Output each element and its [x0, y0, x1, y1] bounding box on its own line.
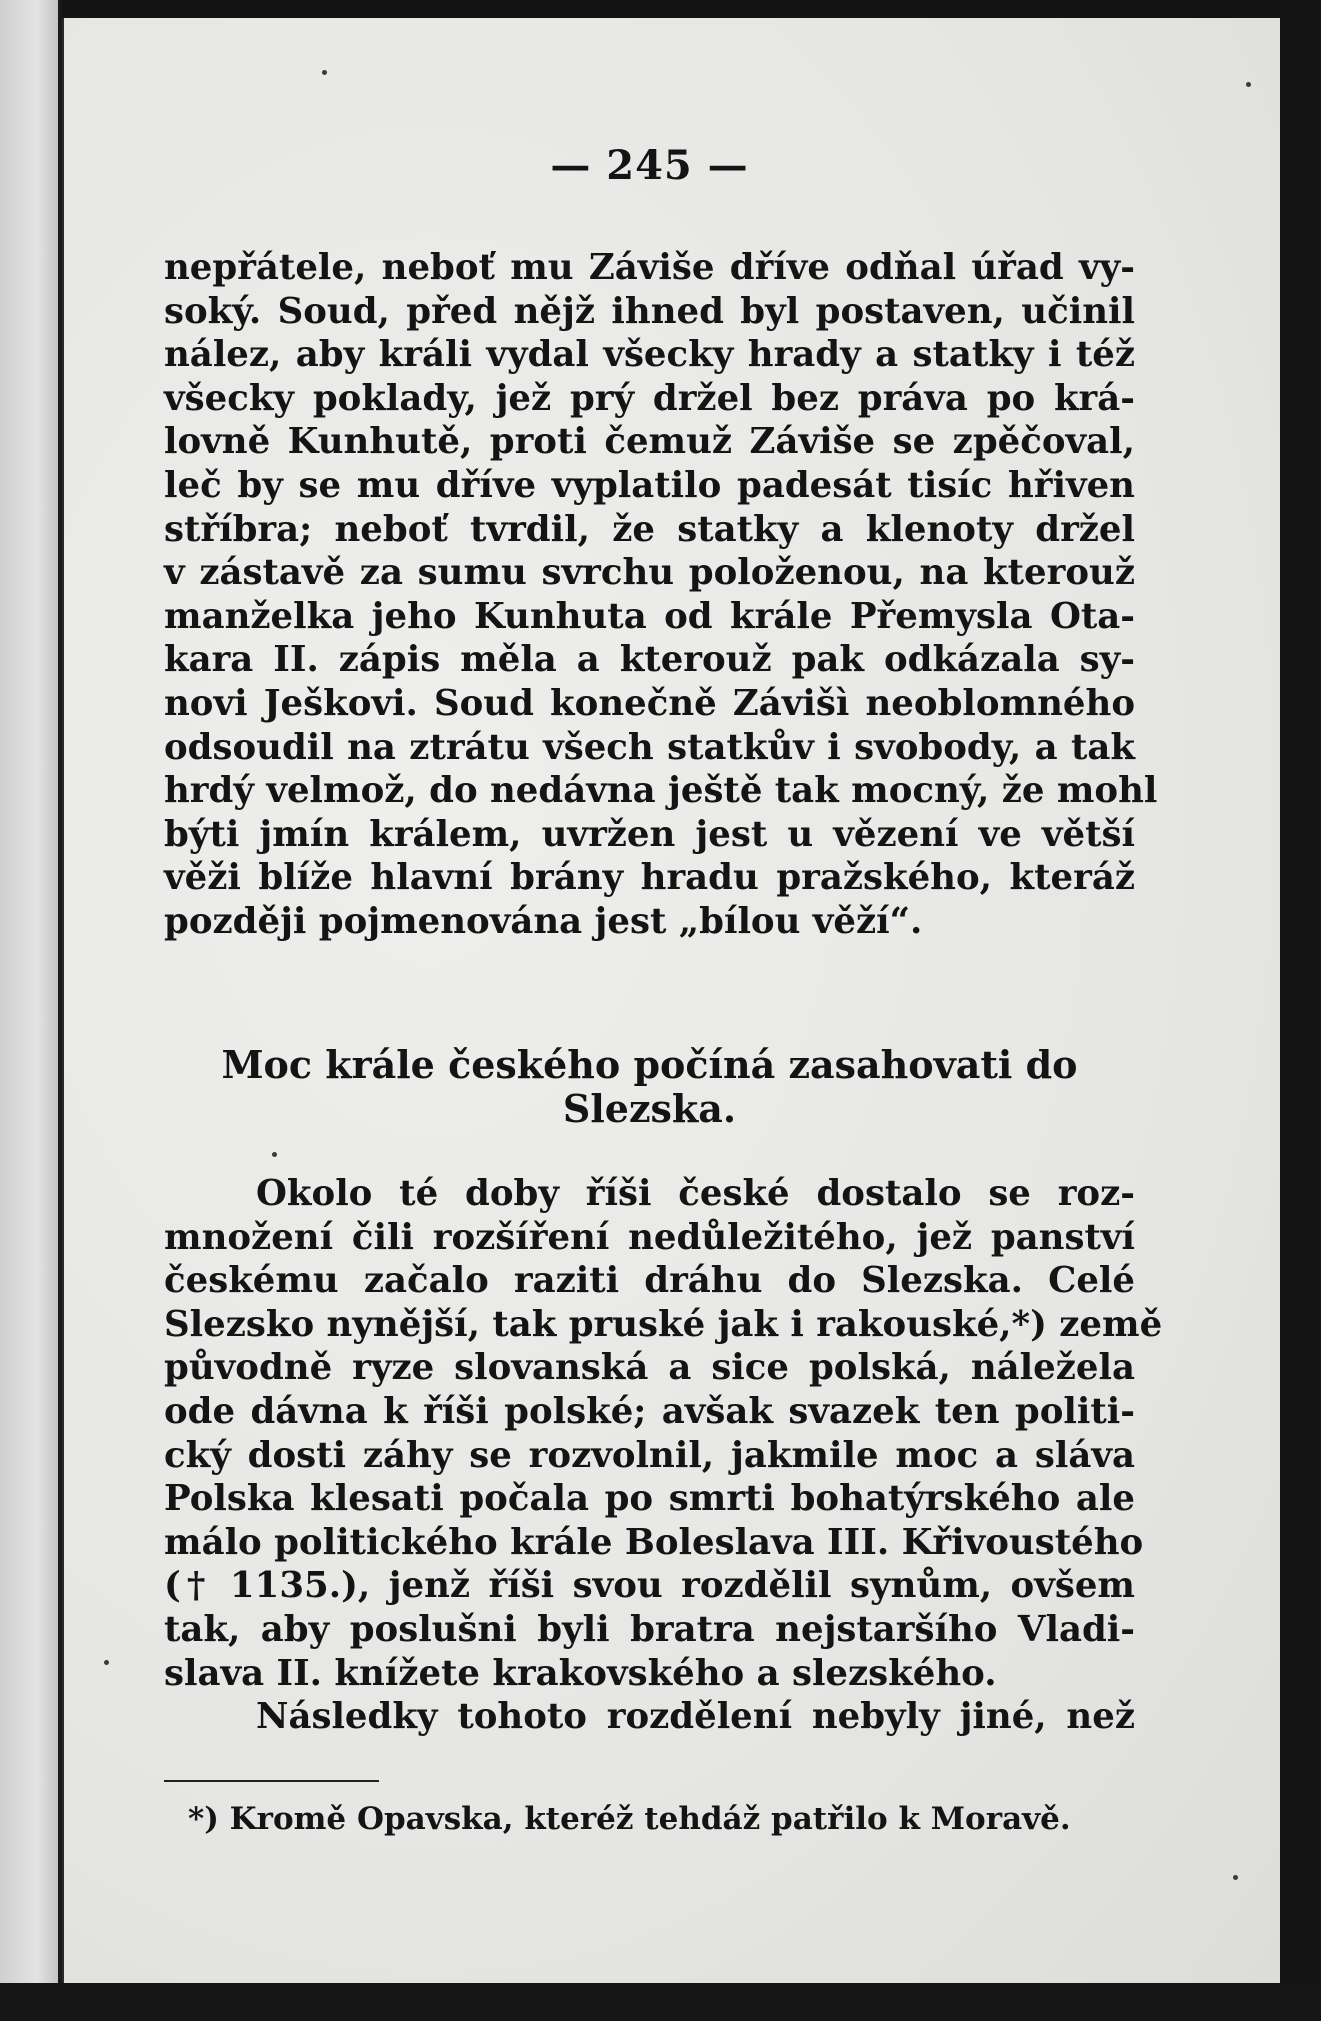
paper-speck	[322, 70, 327, 75]
footnote-divider	[164, 1780, 379, 1782]
section-heading	[164, 1043, 1135, 1131]
text-line: novi Ješkovi. Soud konečně Závišì neoblomného	[164, 682, 1135, 724]
paper-speck	[272, 1152, 277, 1157]
paragraph-1	[164, 246, 1158, 944]
text-line: původně ryze slovanská a sice polská, náležela	[164, 1347, 1135, 1389]
text-line: kara II. zápis měla a kterouž pak odkázala sy-	[164, 639, 1135, 681]
text-line: stříbra; neboť tvrdil, že statky a klenoty držel	[164, 508, 1135, 550]
text-line: manželka jeho Kunhuta od krále Přemysla Ota-	[164, 595, 1135, 637]
text-line: českému začalo raziti dráhu do Slezska. Celé	[164, 1260, 1135, 1302]
text-line: Polska klesati počala po smrti bohatýrského ale	[164, 1478, 1135, 1520]
text-line: nepřátele, neboť mu Záviše dříve odňal úřad vy-	[164, 247, 1135, 288]
text-line: cký dosti záhy se rozvolnil, jakmile moc a sláva	[164, 1434, 1135, 1476]
footnote: *) Kromě Opavska, kteréž tehdáž patřilo k Moravě.	[188, 1801, 1071, 1837]
text-line: odsoudil na ztrátu všech statkův i svobody, a tak	[164, 726, 1135, 768]
text-line: býti jmín králem, uvržen jest u vězení ve větší	[164, 813, 1135, 855]
text-line: tak, aby poslušni byli bratra nejstaršího Vladi-	[164, 1608, 1135, 1650]
text-line: hrdý velmož, do nedávna ještě tak mocný, že mohl	[164, 770, 1158, 812]
heading-line: Slezska.	[562, 1086, 737, 1131]
heading-line: Moc krále českého počíná zasahovati do	[221, 1042, 1078, 1087]
text-line: málo politického krále Boleslava III. Křivoustého	[164, 1521, 1144, 1563]
text-line: později pojmenována jest „bílou věží“.	[164, 900, 923, 942]
scan-bottom-border	[0, 1983, 1321, 2021]
text-line: v zástavě za sumu svrchu položenou, na kterouž	[164, 552, 1135, 594]
text-line: slava II. knížete krakovského a slezského.	[164, 1652, 997, 1694]
text-line: Následky tohoto rozdělení nebyly jiné, než	[256, 1696, 1135, 1738]
text-line: věži blíže hlavní brány hradu pražského, kteráž	[164, 857, 1135, 899]
text-line: lovně Kunhutě, proti čemuž Záviše se zpěčoval,	[164, 421, 1135, 463]
scan-right-border	[1280, 0, 1321, 2021]
page-number: — 245 —	[550, 142, 749, 189]
text-line: Slezsko nynější, tak pruské jak i rakouské,*) země	[164, 1303, 1163, 1345]
paper-speck	[1233, 1875, 1238, 1880]
text-line: Okolo té doby říši české dostalo se roz-	[256, 1173, 1135, 1214]
text-line: nález, aby králi vydal všecky hrady a statky i též	[164, 334, 1135, 376]
paper-speck	[1246, 82, 1251, 87]
paper-speck	[104, 1660, 109, 1665]
scan-left-margin	[0, 0, 62, 2021]
paragraph-2	[164, 1172, 1163, 1739]
text-line: († 1135.), jenž říši svou rozdělil synům, ovšem	[164, 1565, 1135, 1607]
text-line: ode dávna k říši polské; avšak svazek ten politi-	[164, 1390, 1135, 1432]
text-line: množení čili rozšíření nedůležitého, jež panství	[164, 1216, 1135, 1258]
text-line: leč by se mu dříve vyplatilo padesát tisíc hřiven	[164, 464, 1135, 506]
text-line: všecky poklady, jež prý držel bez práva po krá-	[164, 377, 1135, 419]
text-line: soký. Soud, před nějž ihned byl postaven, učinil	[164, 290, 1135, 332]
